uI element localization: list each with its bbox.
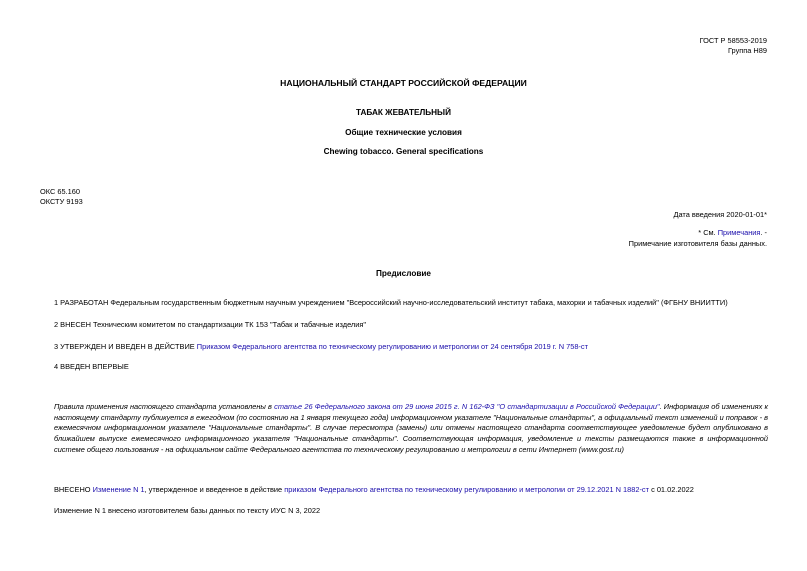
group-code: Группа Н89 <box>727 46 767 55</box>
preface-item-4: 4 ВВЕДЕН ВПЕРВЫЕ <box>54 362 129 371</box>
rules-notice-text-2: . Информация об изменениях к настоящему стандарту публикуется в ежегодном (по состоянию на 1 января текущего года) информационном указателе "Национальные стандарты", а официальный текст изменений и поправок - в ежемесячном информационном указателе "Национальные стандарты". В случае пересмотра (замены) или отмены настоящего стандарта соответствующее уведомление будет опубликовано в ближайшем выпуске ежемесячного информационного указателя "Национальные стандарты". Соответствующая информация, уведомление и тексты размещаются также в информационной системе общего пользования - на официальном сайте Федерального агентства по техническому регулированию и метрологии в сети Интернет (www.gost.ru) <box>54 402 769 454</box>
approval-order-link[interactable]: Приказом Федерального агентства по техническому регулированию и метрологии от 24 сентября 2019 г. N 758-ст <box>196 342 588 351</box>
preface-item-1: 1 РАЗРАБОТАН Федеральным государственным бюджетным научным учреждением "Всероссийский научно-исследовательский институт табака, махорки и табачных изделий" (ФГБНУ ВНИИТТИ) <box>54 298 728 307</box>
preface-item-3 <box>54 342 768 351</box>
notes-link[interactable]: Примечания <box>717 228 761 237</box>
date-note-line2: Примечание изготовителя базы данных. <box>628 239 767 248</box>
amendment-suffix: с 01.02.2022 <box>649 485 694 494</box>
oks-code: ОКС 65.160 <box>40 187 80 196</box>
okstu-code: ОКСТУ 9193 <box>40 197 83 206</box>
amendment-prefix: ВНЕСЕНО <box>54 485 93 494</box>
preface-item-3-text: 3 УТВЕРЖДЕН И ВВЕДЕН В ДЕЙСТВИЕ <box>54 342 197 351</box>
standard-title: НАЦИОНАЛЬНЫЙ СТАНДАРТ РОССИЙСКОЙ ФЕДЕРАЦИИ <box>280 78 527 88</box>
subtitle-ru: Общие технические условия <box>345 128 462 137</box>
preface-heading: Предисловие <box>376 269 431 278</box>
date-note <box>698 228 767 237</box>
amendment-db-note: Изменение N 1 внесено изготовителем базы данных по тексту ИУС N 3, 2022 <box>54 506 321 515</box>
date-note-prefix: * См. <box>698 228 718 237</box>
amendment-middle: , утвержденное и введенное в действие <box>144 485 285 494</box>
amendment-line <box>54 485 768 494</box>
preface-item-2: 2 ВНЕСЕН Техническим комитетом по стандартизации ТК 153 "Табак и табачные изделия" <box>54 320 366 329</box>
intro-date: Дата введения 2020-01-01* <box>673 210 767 219</box>
gost-number: ГОСТ Р 58553-2019 <box>699 36 767 45</box>
amendment-1-link[interactable]: Изменение N 1 <box>92 485 145 494</box>
product-title: ТАБАК ЖЕВАТЕЛЬНЫЙ <box>356 108 451 117</box>
federal-law-link[interactable]: статье 26 Федерального закона от 29 июня 2015 г. N 162-ФЗ "О стандартизации в Российской Федерации" <box>274 402 660 411</box>
rules-notice-text-1: Правила применения настоящего стандарта установлены в <box>54 402 275 411</box>
subtitle-en: Chewing tobacco. General specifications <box>323 147 484 156</box>
rules-notice <box>54 402 768 456</box>
date-note-suffix: . - <box>760 228 767 237</box>
amendment-order-link[interactable]: приказом Федерального агентства по техническому регулированию и метрологии от 29.12.2021 N 1882-ст <box>284 485 650 494</box>
